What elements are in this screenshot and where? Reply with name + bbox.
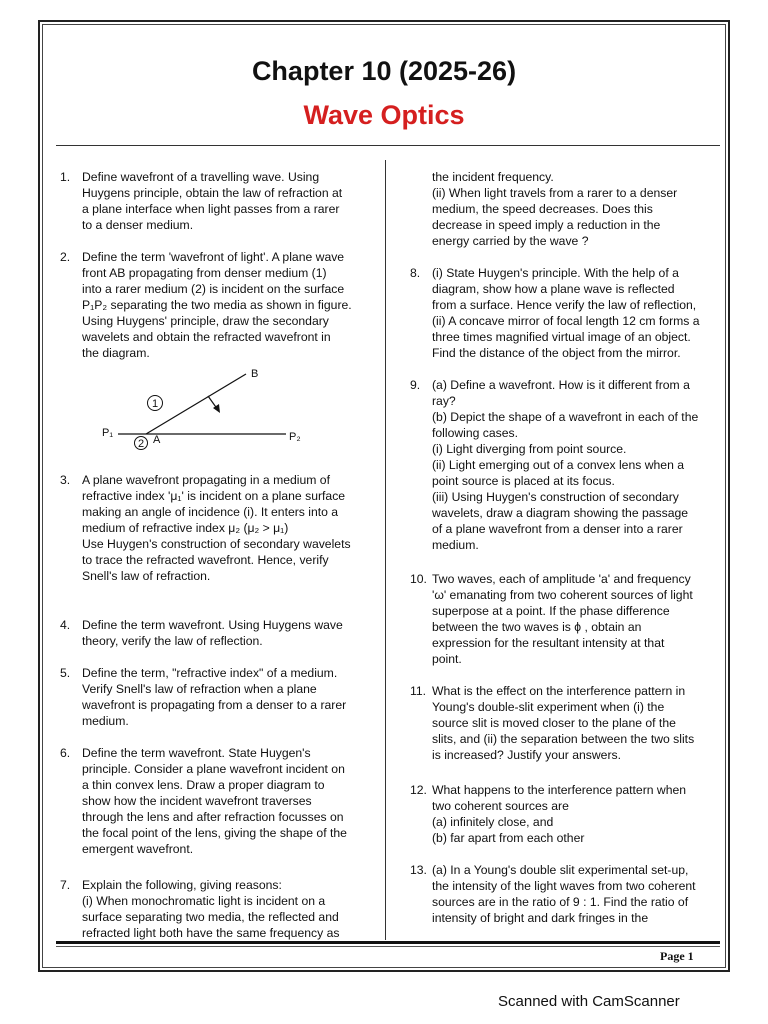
question-line: (b) far apart from each other bbox=[432, 831, 585, 845]
question-number: 4. bbox=[60, 618, 71, 632]
question-line: Explain the following, giving reasons: bbox=[82, 878, 282, 892]
question-line: medium. bbox=[432, 538, 479, 552]
question-line: wavelets, draw a diagram showing the passage bbox=[432, 506, 689, 520]
question-line: superpose at a point. If the phase difference bbox=[432, 604, 670, 618]
question-line: Huygens principle, obtain the law of refraction at bbox=[82, 186, 343, 200]
question-line: through the lens and after refraction focusses on bbox=[82, 810, 344, 824]
question-line: (a) Define a wavefront. How is it different from a bbox=[432, 378, 690, 392]
chapter-title: Chapter 10 (2025-26) bbox=[251, 56, 517, 86]
question-line: Define the term, "refractive index" of a medium. bbox=[82, 666, 338, 680]
question-line: refractive index 'μ₁' is incident on a plane surface bbox=[82, 489, 346, 503]
question-line: intensity of bright and dark fringes in the bbox=[432, 911, 649, 925]
question-line: the incident frequency. bbox=[432, 170, 554, 184]
question-line: a thin convex lens. Draw a proper diagram to bbox=[82, 778, 325, 792]
label-b: B bbox=[251, 368, 259, 380]
question-line: three times magnified virtual image of an object. bbox=[432, 330, 691, 344]
question-line: two coherent sources are bbox=[432, 799, 569, 813]
question-number: 12. bbox=[410, 783, 427, 797]
question-line: point. bbox=[432, 652, 462, 666]
question-line: expression for the resultant intensity at that bbox=[432, 636, 665, 650]
question-line: surface separating two media, the reflected and bbox=[82, 910, 339, 924]
page-number: Page 1 bbox=[660, 949, 694, 963]
question-line: What is the effect on the interference pattern in bbox=[432, 684, 686, 698]
question-line: medium, the speed decreases. Does this bbox=[432, 202, 653, 216]
question-line: the intensity of the light waves from two coherent bbox=[432, 879, 696, 893]
question-line: from a surface. Hence verify the law of reflection, bbox=[432, 298, 697, 312]
question-line: wavelets and obtain the refracted wavefront in bbox=[82, 330, 331, 344]
question-line: (ii) A concave mirror of focal length 12 cm forms a bbox=[432, 314, 700, 328]
label-p2: P₂ bbox=[289, 431, 301, 443]
question-line: (a) In a Young's double slit experimental set-up, bbox=[432, 863, 689, 877]
question-line: (i) State Huygen's principle. With the help of a bbox=[432, 266, 679, 280]
question-line: Use Huygen's construction of secondary wavelets bbox=[82, 537, 351, 551]
question-line: Young's double-slit experiment when (i) the bbox=[432, 700, 665, 714]
footer-rule bbox=[56, 946, 720, 947]
medium-1-label: 1 bbox=[152, 398, 159, 410]
question-line: (b) Depict the shape of a wavefront in each of the bbox=[432, 410, 699, 424]
question-line: emergent wavefront. bbox=[82, 842, 194, 856]
question-line: (iii) Using Huygen's construction of secondary bbox=[432, 490, 679, 504]
question-line: of a plane wavefront from a denser into a rarer bbox=[432, 522, 683, 536]
question-line: sources are in the ratio of 9 : 1. Find the ratio of bbox=[432, 895, 689, 909]
scanner-watermark-text: Scanned with CamScanner bbox=[498, 993, 680, 1010]
question-line: source slit is moved closer to the plane of the bbox=[432, 716, 676, 730]
question-line: Define the term wavefront. Using Huygens wave bbox=[82, 618, 343, 632]
question-line: (i) When monochromatic light is incident on a bbox=[82, 894, 326, 908]
label-p1: P₁ bbox=[102, 427, 114, 439]
question-number: 6. bbox=[60, 746, 71, 760]
question-line: a plane interface when light passes from a rarer bbox=[82, 202, 340, 216]
question-line: following cases. bbox=[432, 426, 519, 440]
question-line: to trace the refracted wavefront. Hence, verify bbox=[82, 553, 329, 567]
question-line: energy carried by the wave ? bbox=[432, 234, 589, 248]
question-line: the diagram. bbox=[82, 346, 150, 360]
question-number: 11. bbox=[410, 684, 427, 698]
chapter-subtitle: Wave Optics bbox=[303, 100, 465, 130]
column-divider bbox=[385, 160, 386, 940]
question-line: P₁P₂ separating the two media as shown in figure. bbox=[82, 298, 352, 312]
question-number: 8. bbox=[410, 266, 421, 280]
question-line: front AB propagating from denser medium (1) bbox=[82, 266, 327, 280]
question-line: (ii) Light emerging out of a convex lens when a bbox=[432, 458, 685, 472]
question-line: (a) infinitely close, and bbox=[432, 815, 554, 829]
wavefront-ab bbox=[146, 374, 246, 434]
question-line: is increased? Justify your answers. bbox=[432, 748, 621, 762]
header-rule bbox=[56, 145, 720, 146]
medium-2-label: 2 bbox=[138, 438, 145, 450]
question-line: diagram, show how a plane wave is reflected bbox=[432, 282, 675, 296]
question-line: show how the incident wavefront traverses bbox=[82, 794, 312, 808]
question-line: principle. Consider a plane wavefront incident on bbox=[82, 762, 345, 776]
question-number: 9. bbox=[410, 378, 421, 392]
question-line: Define wavefront of a travelling wave. Using bbox=[82, 170, 320, 184]
question-line: Two waves, each of amplitude 'a' and frequency bbox=[432, 572, 691, 586]
question-line: ray? bbox=[432, 394, 456, 408]
question-line: into a rarer medium (2) is incident on the surface bbox=[82, 282, 345, 296]
question-line: Define the term wavefront. State Huygen's bbox=[82, 746, 311, 760]
question-line: between the two waves is ϕ , obtain an bbox=[432, 620, 642, 634]
wavefront-diagram bbox=[96, 364, 316, 450]
label-a: A bbox=[153, 434, 161, 446]
question-line: What happens to the interference pattern when bbox=[432, 783, 687, 797]
bottom-rule bbox=[56, 941, 720, 944]
question-line: to a denser medium. bbox=[82, 218, 194, 232]
question-line: (ii) When light travels from a rarer to a denser bbox=[432, 186, 678, 200]
question-line: Using Huygens' principle, draw the secondary bbox=[82, 314, 329, 328]
question-number: 7. bbox=[60, 878, 71, 892]
question-number: 10. bbox=[410, 572, 427, 586]
question-line: the focal point of the lens, giving the shape of the bbox=[82, 826, 347, 840]
question-number: 5. bbox=[60, 666, 71, 680]
question-line: Define the term 'wavefront of light'. A plane wave bbox=[82, 250, 345, 264]
question-line: 'ω' emanating from two coherent sources of light bbox=[432, 588, 693, 602]
question-number: 13. bbox=[410, 863, 427, 877]
question-line: theory, verify the law of reflection. bbox=[82, 634, 263, 648]
question-line: medium. bbox=[82, 714, 129, 728]
question-line: (i) Light diverging from point source. bbox=[432, 442, 627, 456]
question-line: making an angle of incidence (i). It enters into a bbox=[82, 505, 339, 519]
question-line: point source is placed at its focus. bbox=[432, 474, 615, 488]
question-line: slits, and (ii) the separation between the two slits bbox=[432, 732, 695, 746]
question-line: A plane wavefront propagating in a medium of bbox=[82, 473, 330, 487]
question-line: Snell's law of refraction. bbox=[82, 569, 211, 583]
question-number: 3. bbox=[60, 473, 71, 487]
question-line: decrease in speed imply a reduction in the bbox=[432, 218, 661, 232]
question-line: wavefront is propagating from a denser to a rarer bbox=[82, 698, 347, 712]
question-line: medium of refractive index μ₂ (μ₂ > μ₁) bbox=[82, 521, 289, 535]
question-number: 2. bbox=[60, 250, 71, 264]
question-line: Verify Snell's law of refraction when a plane bbox=[82, 682, 317, 696]
question-line: refracted light both have the same frequency as bbox=[82, 926, 340, 940]
question-number: 1. bbox=[60, 170, 71, 184]
question-line: Find the distance of the object from the mirror. bbox=[432, 346, 681, 360]
